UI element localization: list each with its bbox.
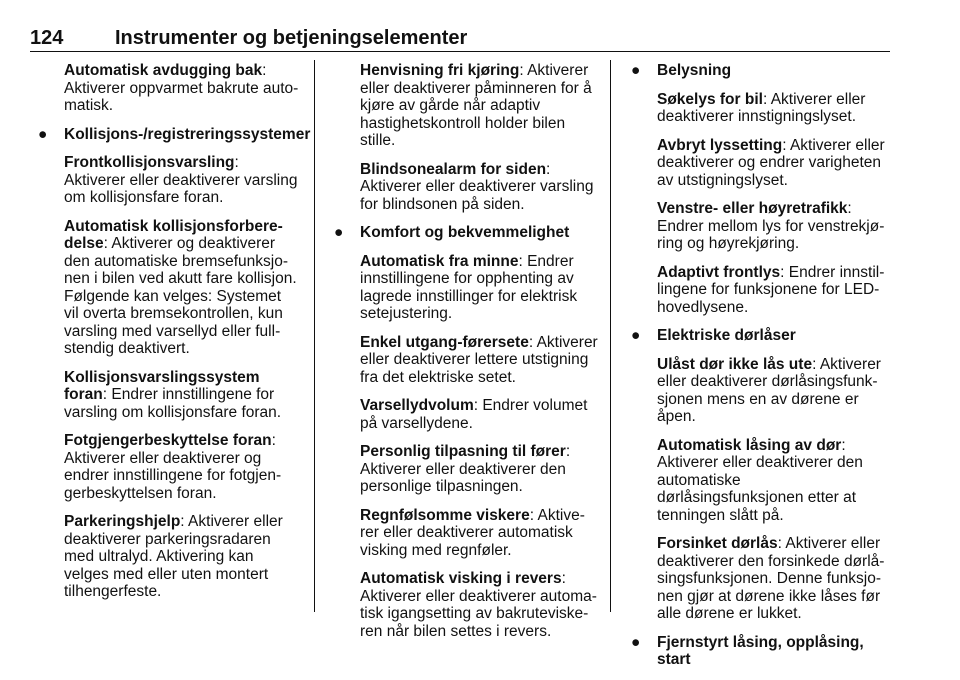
section-heading: Kollisjons-/registreringssystemer	[64, 125, 311, 143]
list-item	[657, 137, 890, 190]
item-term: Automatisk låsing av dør	[657, 436, 842, 454]
page-number: 124	[30, 27, 64, 49]
item-term: Fotgjengerbeskyttelse foran	[64, 432, 272, 449]
item-term: Forsinket dørlås	[657, 535, 778, 552]
section-collision	[34, 125, 311, 601]
item-text: : Aktiverer eller deaktiverer varsling om kollisjonsfare foran.	[64, 154, 298, 206]
item-term: Ulåst dør ikke lås ute	[657, 355, 813, 373]
item-text: : Aktiverer eller deaktiverer den forsinkede dørlåsingsfunksjonen. Denne funksjonen gjør at dørene ikke låses før alle dørene er lukket.	[657, 535, 885, 622]
item-text: : Endrer innstillingene for opphenting av lagrede innstillinger for elektrisk setejustering.	[360, 252, 578, 322]
item-text: : Aktiverer eller deaktiverer og endrer innstillingene for fotgjengerbeskyttelsen foran.	[64, 432, 282, 502]
item-term: Personlig tilpasning til fører	[360, 443, 566, 460]
item-term: Automatisk kollisjonsforberedelse	[64, 217, 283, 252]
list-item	[360, 507, 598, 560]
item-term: Adaptivt frontlys	[657, 263, 781, 281]
item-term: Kollisjonsvarslingssystem foran	[64, 368, 260, 403]
section-remote	[627, 634, 890, 669]
page-title: Instrumenter og betjeningselementer	[115, 27, 468, 49]
section-heading: Komfort og bekvemmelighet	[360, 224, 570, 241]
list-item	[657, 264, 890, 317]
column-2	[330, 62, 598, 651]
item-text: : Aktiverer eller deaktiverer parkeringsradaren med ultralyd. Aktivering kan velges med eller uten montert tilhengerfeste.	[64, 513, 283, 600]
list-item	[360, 443, 598, 496]
item-text: : Endrer innstillingene for funksjonene for LED-hovedlysene.	[657, 263, 885, 316]
item-text: : Aktiverer eller deaktiverer den personlige tilpasningen.	[360, 443, 571, 495]
item-term: Automatisk fra minne	[360, 252, 519, 270]
item-term: Blindsonealarm for siden	[360, 160, 547, 178]
item-text: : Aktiverer eller deaktiverer dørlåsingsfunksjonen mens en av dørene er åpen.	[657, 355, 881, 425]
bullet-icon: ●	[38, 125, 48, 143]
list-item	[360, 161, 598, 214]
list-item	[657, 200, 890, 253]
bullet-icon: ●	[334, 224, 344, 241]
bullet-icon: ●	[631, 327, 641, 344]
column-3	[627, 62, 890, 680]
list-item	[360, 253, 598, 323]
item-term: Regnfølsomme viskere	[360, 506, 530, 524]
item-text: : Aktiverer eller deaktiverer og endrer varigheten av utstigningslyset.	[657, 136, 885, 189]
item-term: Automatisk avdugging bak	[64, 62, 263, 79]
item-text: : Aktiverer eller deaktiverer automatisk visking med regnføler.	[360, 506, 585, 559]
item-term: Parkeringshjelp	[64, 513, 181, 530]
list-item	[360, 570, 598, 640]
column-divider-2	[610, 60, 611, 612]
section-heading: Elektriske dørlåser	[657, 327, 796, 344]
item-text: : Aktiverer eller deaktiverer påminneren for å kjøre av gårde når adaptiv hastighetskontroll holder bilen stille.	[360, 62, 592, 149]
item-text: : Aktiverer eller deaktiverer automatisk igangsetting av bakruteviskeren når bilen settes i revers.	[360, 570, 597, 640]
item-term: Frontkollisjonsvarsling	[64, 154, 235, 171]
list-item	[360, 397, 598, 432]
item-text: : Aktiverer oppvarmet bakrute automatisk.	[64, 62, 299, 114]
list-item	[64, 218, 300, 358]
item-text: : Aktiverer eller deaktiverer lettere utstigning fra det elektriske setet.	[360, 333, 598, 386]
header-rule	[30, 51, 890, 52]
section-door-locks	[627, 327, 890, 623]
list-item	[64, 432, 300, 502]
item-text: : Endrer mellom lys for venstrekjøring og høyrekjøring.	[657, 200, 885, 252]
page-header	[30, 26, 890, 50]
bullet-icon: ●	[631, 62, 641, 79]
item-term: Henvisning fri kjøring	[360, 62, 520, 79]
item-term: Enkel utgang-førersete	[360, 333, 529, 351]
item-term: Varsellydvolum	[360, 397, 474, 414]
item-term: Søkelys for bil	[657, 90, 763, 108]
item-term: Venstre- eller høyretrafikk	[657, 200, 848, 217]
list-item	[360, 334, 598, 387]
list-item	[657, 535, 890, 623]
list-item	[360, 62, 598, 150]
list-item	[64, 513, 300, 601]
item-text: : Aktiverer eller deaktiverer innstigningslyset.	[657, 90, 866, 125]
list-item	[657, 356, 890, 426]
list-item	[64, 154, 300, 207]
item-text: : Aktiverer eller deaktiverer den automatiske dørlåsingsfunksjonen etter at tenningen slått på.	[657, 436, 863, 524]
column-divider-1	[314, 60, 315, 612]
list-item	[64, 369, 300, 422]
bullet-icon: ●	[631, 633, 641, 651]
column-1	[34, 62, 311, 612]
item-term: Automatisk visking i revers	[360, 570, 562, 587]
section-continued	[330, 62, 598, 213]
item-text: : Aktiverer eller deaktiverer varsling for blindsonen på siden.	[360, 160, 594, 213]
section-heading: Belysning	[657, 62, 732, 79]
item-term: Avbryt lyssetting	[657, 136, 783, 154]
item-text: : Aktiverer og deaktiverer den automatiske bremsefunksjonen i bilen ved akutt fare kollisjon. Følgende kan velges: Systemet vil overta bremsekontrollen, kun varsling med varsellyd eller fullstendig deaktivert.	[64, 235, 297, 357]
section-comfort	[330, 224, 598, 640]
list-item	[34, 62, 300, 115]
list-item	[657, 437, 890, 525]
section-lighting	[627, 62, 890, 316]
list-item	[657, 91, 890, 126]
section-heading: Fjernstyrt låsing, opplåsing, start	[657, 633, 864, 668]
item-text: : Endrer innstillingene for varsling om kollisjonsfare foran.	[64, 386, 282, 421]
item-text: : Endrer volumet på varsellydene.	[360, 397, 588, 432]
